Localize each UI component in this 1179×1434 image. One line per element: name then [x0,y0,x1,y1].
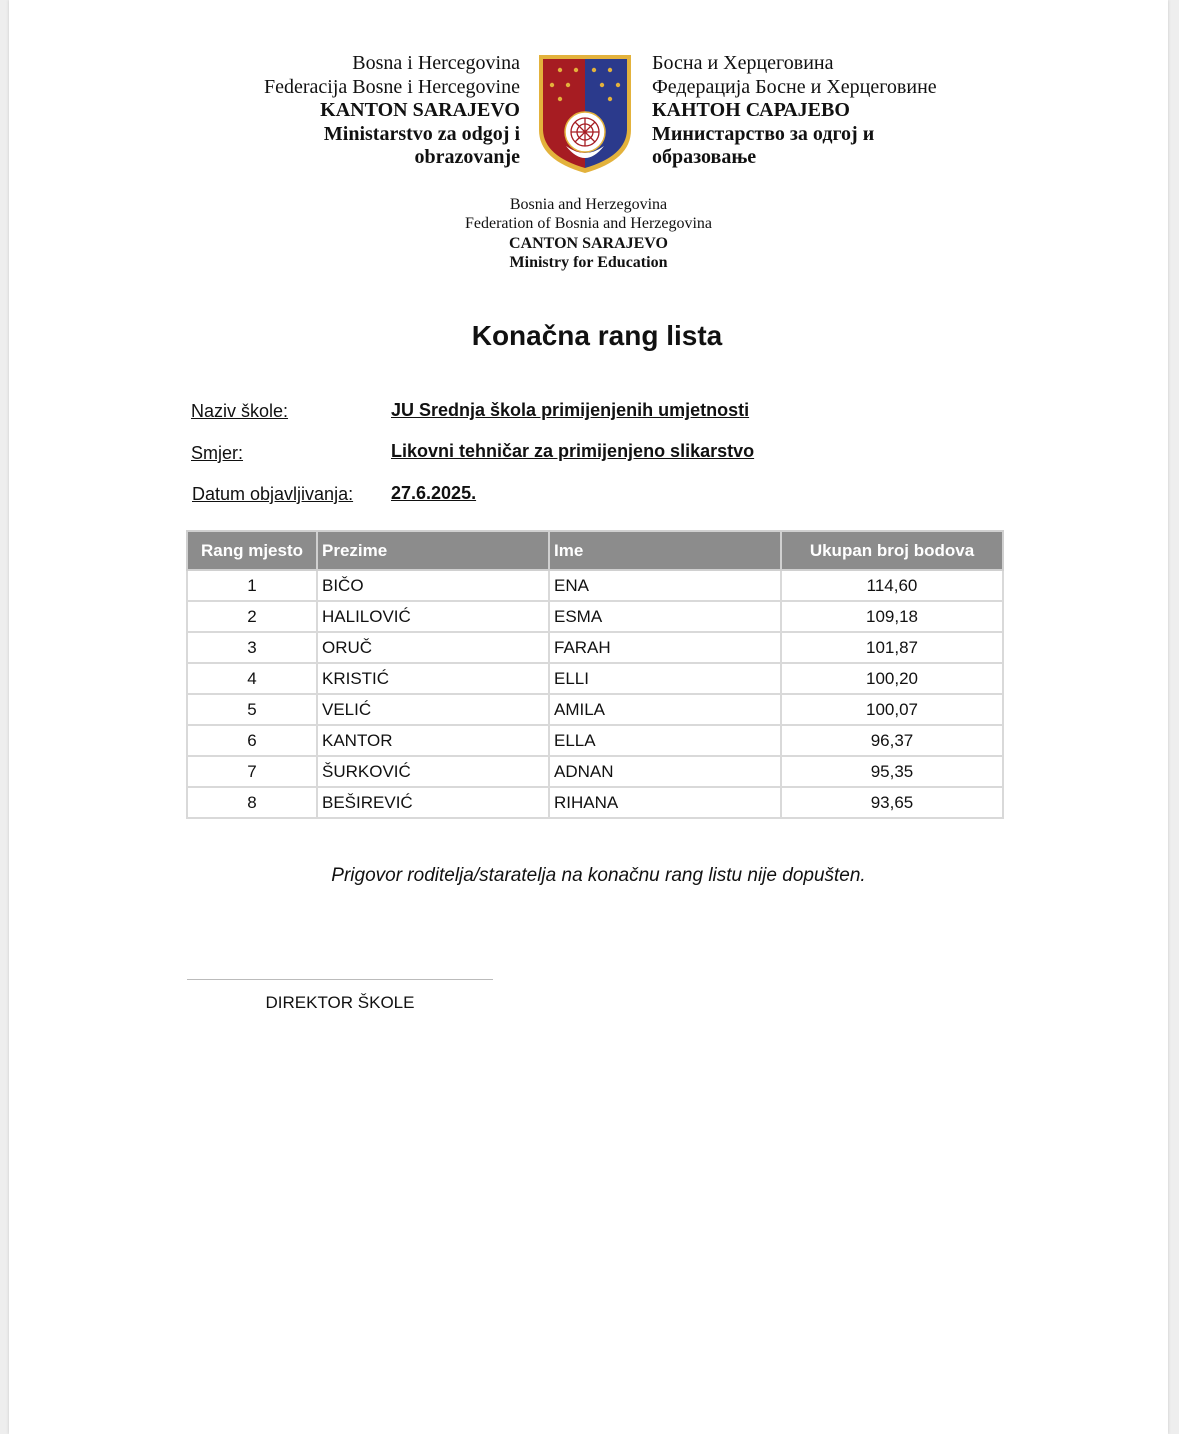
cell-points: 100,07 [781,694,1003,725]
header-left-latin [264,52,520,170]
table-row [187,663,1003,694]
cell-rank: 3 [187,632,317,663]
header-left-line: Bosna i Hercegovina [352,52,520,74]
cell-rank: 4 [187,663,317,694]
table-row [187,725,1003,756]
cell-rank: 8 [187,787,317,818]
table-row [187,787,1003,818]
col-header-surname: Prezime [317,531,549,570]
cell-surname: ORUČ [317,632,549,663]
table-header-row [187,531,1003,570]
cell-points: 96,37 [781,725,1003,756]
date-value: 27.6.2025. [391,483,477,503]
page-title: Konačna rang lista [471,320,723,351]
header-left-line: KANTON SARAJEVO [320,99,520,121]
cell-name: ELLI [549,663,781,694]
cell-rank: 2 [187,601,317,632]
header-right-line: образовање [652,146,757,168]
cell-rank: 7 [187,756,317,787]
header-right-line: Федерација Босне и Херцеговине [652,75,937,98]
signature-label: DIREKTOR ŠKOLE [265,993,415,1012]
objection-note: Prigovor roditelja/staratelja na konačnu rang listu nije dopušten. [331,865,866,886]
table-row [187,756,1003,787]
document-page [9,0,1168,1434]
cell-surname: KANTOR [317,725,549,756]
cell-rank: 6 [187,725,317,756]
header-center-line: Federation of Bosnia and Herzegovina [464,215,713,233]
header-left-line: Federacija Bosne i Hercegovine [263,75,520,98]
cell-surname: ŠURKOVIĆ [317,756,549,787]
table-row [187,632,1003,663]
school-value: JU Srednja škola primijenjenih umjetnosti [391,400,750,420]
cell-rank: 1 [187,570,317,601]
header-right-cyrillic [652,52,937,170]
cell-surname: KRISTIĆ [317,663,549,694]
cell-surname: VELIĆ [317,694,549,725]
col-header-points: Ukupan broj bodova [781,531,1003,570]
cell-name: ENA [549,570,781,601]
date-label: Datum objavljivanja: [192,484,354,504]
cell-surname: BIČO [317,570,549,601]
coat-of-arms-icon [536,52,634,176]
header-center-english [9,195,1168,272]
col-header-rank: Rang mjesto [187,531,317,570]
cell-surname: BEŠIREVIĆ [317,787,549,818]
cell-points: 100,20 [781,663,1003,694]
cell-surname: HALILOVIĆ [317,601,549,632]
cell-name: RIHANA [549,787,781,818]
header-center-line: Bosnia and Herzegovina [509,196,668,213]
cell-points: 114,60 [781,570,1003,601]
cell-name: ELLA [549,725,781,756]
header-left-line: obrazovanje [414,146,520,168]
table-row [187,570,1003,601]
cell-points: 109,18 [781,601,1003,632]
table-row [187,601,1003,632]
header-center-line: Ministry for Education [509,253,668,271]
cell-rank: 5 [187,694,317,725]
cell-points: 93,65 [781,787,1003,818]
col-header-name: Ime [549,531,781,570]
header-right-line: Министарство за одгој и [652,122,875,145]
direction-value: Likovni tehničar za primijenjeno slikarstvo [391,441,755,461]
school-label: Naziv škole: [191,401,289,421]
header-left-line: Ministarstvo za odgoj i [323,122,520,145]
cell-name: ADNAN [549,756,781,787]
cell-name: FARAH [549,632,781,663]
header-center-line: CANTON SARAJEVO [509,234,668,252]
cell-name: ESMA [549,601,781,632]
ranking-table [186,530,1004,819]
signature-line [187,979,493,980]
cell-name: AMILA [549,694,781,725]
table-row [187,694,1003,725]
direction-label: Smjer: [191,443,244,463]
cell-points: 95,35 [781,756,1003,787]
cell-points: 101,87 [781,632,1003,663]
header-right-line: Босна и Херцеговина [652,52,834,74]
header-right-line: КАНТОН САРАЈЕВО [652,99,850,121]
